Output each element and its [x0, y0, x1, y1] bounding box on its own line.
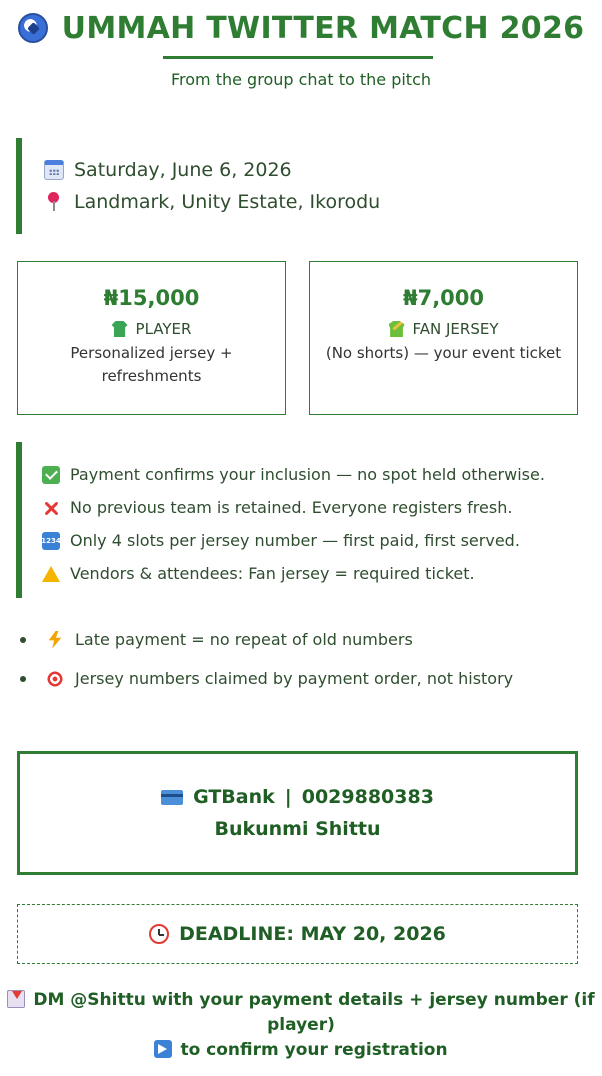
- event-location: Landmark, Unity Estate, Ikorodu: [74, 191, 381, 213]
- soccer-ball-icon: [18, 13, 48, 43]
- footer-line-1: [0, 988, 602, 1038]
- event-date-row: [44, 154, 586, 186]
- bank-details: [17, 751, 578, 875]
- rule-item: [42, 491, 591, 524]
- rule-item: [42, 458, 591, 491]
- rule-text: Only 4 slots per jersey number — first paid, first served.: [70, 531, 520, 550]
- warning-icon: [42, 566, 60, 582]
- pin-icon: [44, 192, 64, 212]
- jersey-icon: [389, 321, 405, 337]
- event-info: [16, 138, 586, 234]
- rule-item: [42, 524, 591, 557]
- arrow-right-icon: [154, 1040, 172, 1058]
- fan-description: (No shorts) — your event ticket: [325, 344, 562, 362]
- bank-name: GTBank: [193, 786, 275, 808]
- player-description: Personalized jersey + refreshments: [70, 344, 233, 385]
- footer-line-2: [0, 1038, 602, 1063]
- rules-list: [16, 442, 591, 598]
- deadline-text: DEADLINE: MAY 20, 2026: [179, 923, 446, 945]
- fan-label-row: [310, 320, 577, 338]
- bank-separator: |: [284, 786, 292, 808]
- list-item: [16, 620, 591, 659]
- player-label-row: [18, 320, 285, 338]
- numbers-icon: 1234: [42, 532, 60, 550]
- footer-line-1-text: DM @Shittu with your payment details + jersey number (if player): [33, 990, 595, 1035]
- player-price: ₦15,000: [103, 286, 200, 310]
- event-location-row: [44, 186, 586, 218]
- fan-price: ₦7,000: [402, 286, 485, 310]
- event-date: Saturday, June 6, 2026: [74, 159, 292, 181]
- notes-list: [16, 620, 591, 698]
- rule-text: No previous team is retained. Everyone registers fresh.: [70, 498, 513, 517]
- calendar-icon: [44, 160, 64, 180]
- target-icon: [46, 670, 64, 688]
- check-icon: [42, 466, 60, 484]
- note-text: Jersey numbers claimed by payment order, not history: [75, 669, 514, 688]
- alarm-clock-icon: [149, 924, 169, 944]
- player-label: PLAYER: [135, 320, 192, 338]
- page-subtitle: From the group chat to the pitch: [170, 70, 432, 89]
- rule-text: Vendors & attendees: Fan jersey = required ticket.: [70, 564, 475, 583]
- account-name: Bukunmi Shittu: [214, 818, 381, 840]
- page-title: UMMAH TWITTER MATCH 2026: [61, 10, 585, 46]
- lightning-icon: [46, 631, 64, 649]
- player-price-card: [17, 261, 286, 415]
- deadline-banner: [17, 904, 578, 964]
- note-text: Late payment = no repeat of old numbers: [75, 630, 413, 649]
- title-divider: [163, 56, 433, 59]
- fan-price-card: [309, 261, 578, 415]
- list-item: [16, 659, 591, 698]
- bullet-dot: [20, 676, 26, 682]
- footer-instructions: [0, 988, 602, 1063]
- shirt-icon: [112, 321, 128, 337]
- fan-label: FAN JERSEY: [412, 320, 499, 338]
- title-row: [0, 6, 602, 50]
- rule-text: Payment confirms your inclusion — no spot held otherwise.: [70, 465, 545, 484]
- account-number: 0029880383: [301, 786, 434, 808]
- cross-icon: [42, 499, 60, 517]
- bullet-dot: [20, 637, 26, 643]
- inbox-icon: [7, 990, 25, 1008]
- credit-card-icon: [161, 790, 183, 805]
- rule-item: [42, 557, 591, 590]
- bank-account-row: [20, 786, 575, 808]
- footer-line-2-text: to confirm your registration: [180, 1040, 448, 1060]
